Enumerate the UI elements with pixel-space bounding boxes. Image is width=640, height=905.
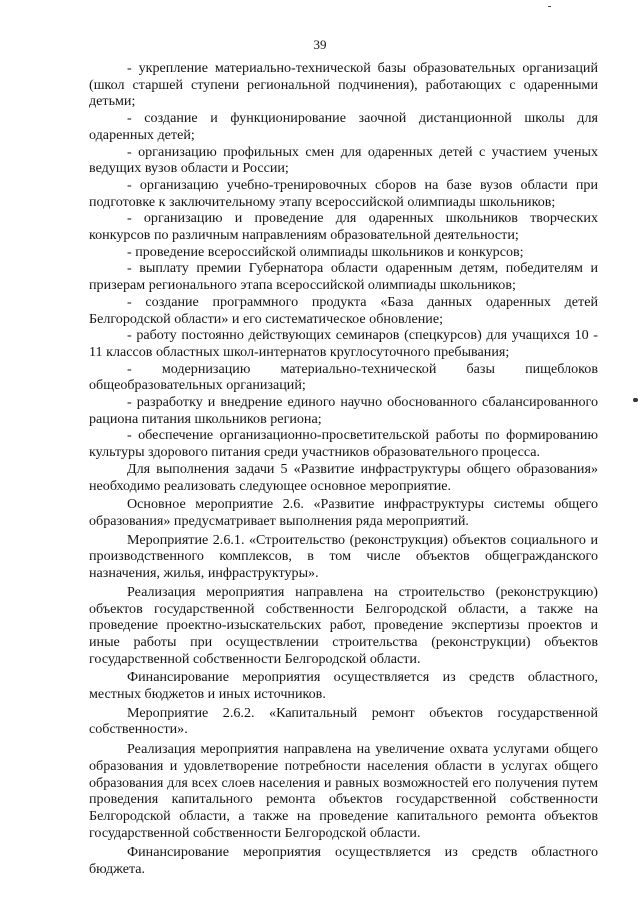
page-number: 39 <box>313 37 327 52</box>
paragraph-13: Для выполнения задачи 5 «Развитие инфраструктуры общего образования» необходимо реализовать следующее основное мероприятие. <box>89 460 598 494</box>
paragraph-8: - создание программного продукта «База данных одаренных детей Белгородской области» и его систематическое обновление; <box>89 293 598 327</box>
paragraph-16: Реализация мероприятия направлена на строительство (реконструкцию) объектов государственной собственности Белгородской области, а также на проведение проектно-изыскательских работ, проведение экспертизы проектов и иные работы при осуществлении строительства (реконструкции) объектов государственной собственности Белгородской области. <box>89 583 598 667</box>
paragraph-9: - работу постоянно действующих семинаров (спецкурсов) для учащихся 10 - 11 классов областных школ-интернатов круглосуточного пребывания; <box>89 327 598 360</box>
paragraph-3: - организацию профильных смен для одаренных детей с участием ученых ведущих вузов области и России; <box>89 143 598 177</box>
paragraph-17: Финансирование мероприятия осуществляется из средств областного, местных бюджетов и иных источников. <box>89 669 598 703</box>
paragraph-18: Мероприятие 2.6.2. «Капитальный ремонт объектов государственной собственности». <box>89 704 598 738</box>
paragraph-4: - организацию учебно-тренировочных сборов на базе вузов области при подготовке к заключительному этапу всероссийской олимпиады школьников; <box>89 176 598 210</box>
paragraph-6: - проведение всероссийской олимпиады школьников и конкурсов; <box>127 243 524 260</box>
document-body <box>89 60 598 878</box>
paragraph-12: - обеспечение организационно-просветительской работы по формированию культуры здорового питания среди участников образовательного процесса. <box>89 427 598 461</box>
paragraph-2: - создание и функционирование заочной дистанционной школы для одаренных детей; <box>89 110 598 143</box>
scan-artifact-mark <box>548 6 551 7</box>
scan-artifact-dot <box>633 398 638 402</box>
paragraph-10: - модернизацию материально-технической базы пищеблоков общеобразовательных организаций; <box>89 360 598 394</box>
paragraph-5: - организацию и проведение для одаренных школьников творческих конкурсов по различным направлениям образовательной деятельности; <box>89 210 598 244</box>
paragraph-15: Мероприятие 2.6.1. «Строительство (реконструкция) объектов социального и производственного комплексов, в том числе объектов общегражданского назначения, жилья, инфраструктуры». <box>89 531 598 582</box>
paragraph-19: Реализация мероприятия направлена на увеличение охвата услугами общего образования и удовлетворение потребности населения области в услугах общего образования для всех слоев населения и равных возможностей его получения путем проведения капитального ремонта объектов государственной собственности Белгородской области, а также на проведение капитального ремонта объектов государственной собственности Белгородской области. <box>89 741 598 841</box>
paragraph-1: - укрепление материально-технической базы образовательных организаций (школ старшей ступени региональной подчинения), работающих с одаренными детьми; <box>89 60 598 110</box>
paragraph-14: Основное мероприятие 2.6. «Развитие инфраструктуры системы общего образования» предусматривает выполнения ряда мероприятий. <box>89 496 598 529</box>
paragraph-7: - выплату премии Губернатора области одаренным детям, победителям и призерам регионального этапа всероссийской олимпиады школьников; <box>89 260 598 294</box>
paragraph-11: - разработку и внедрение единого научно обоснованного сбалансированного рациона питания школьников региона; <box>89 394 598 427</box>
paragraph-20: Финансирование мероприятия осуществляется из средств областного бюджета. <box>89 844 598 878</box>
